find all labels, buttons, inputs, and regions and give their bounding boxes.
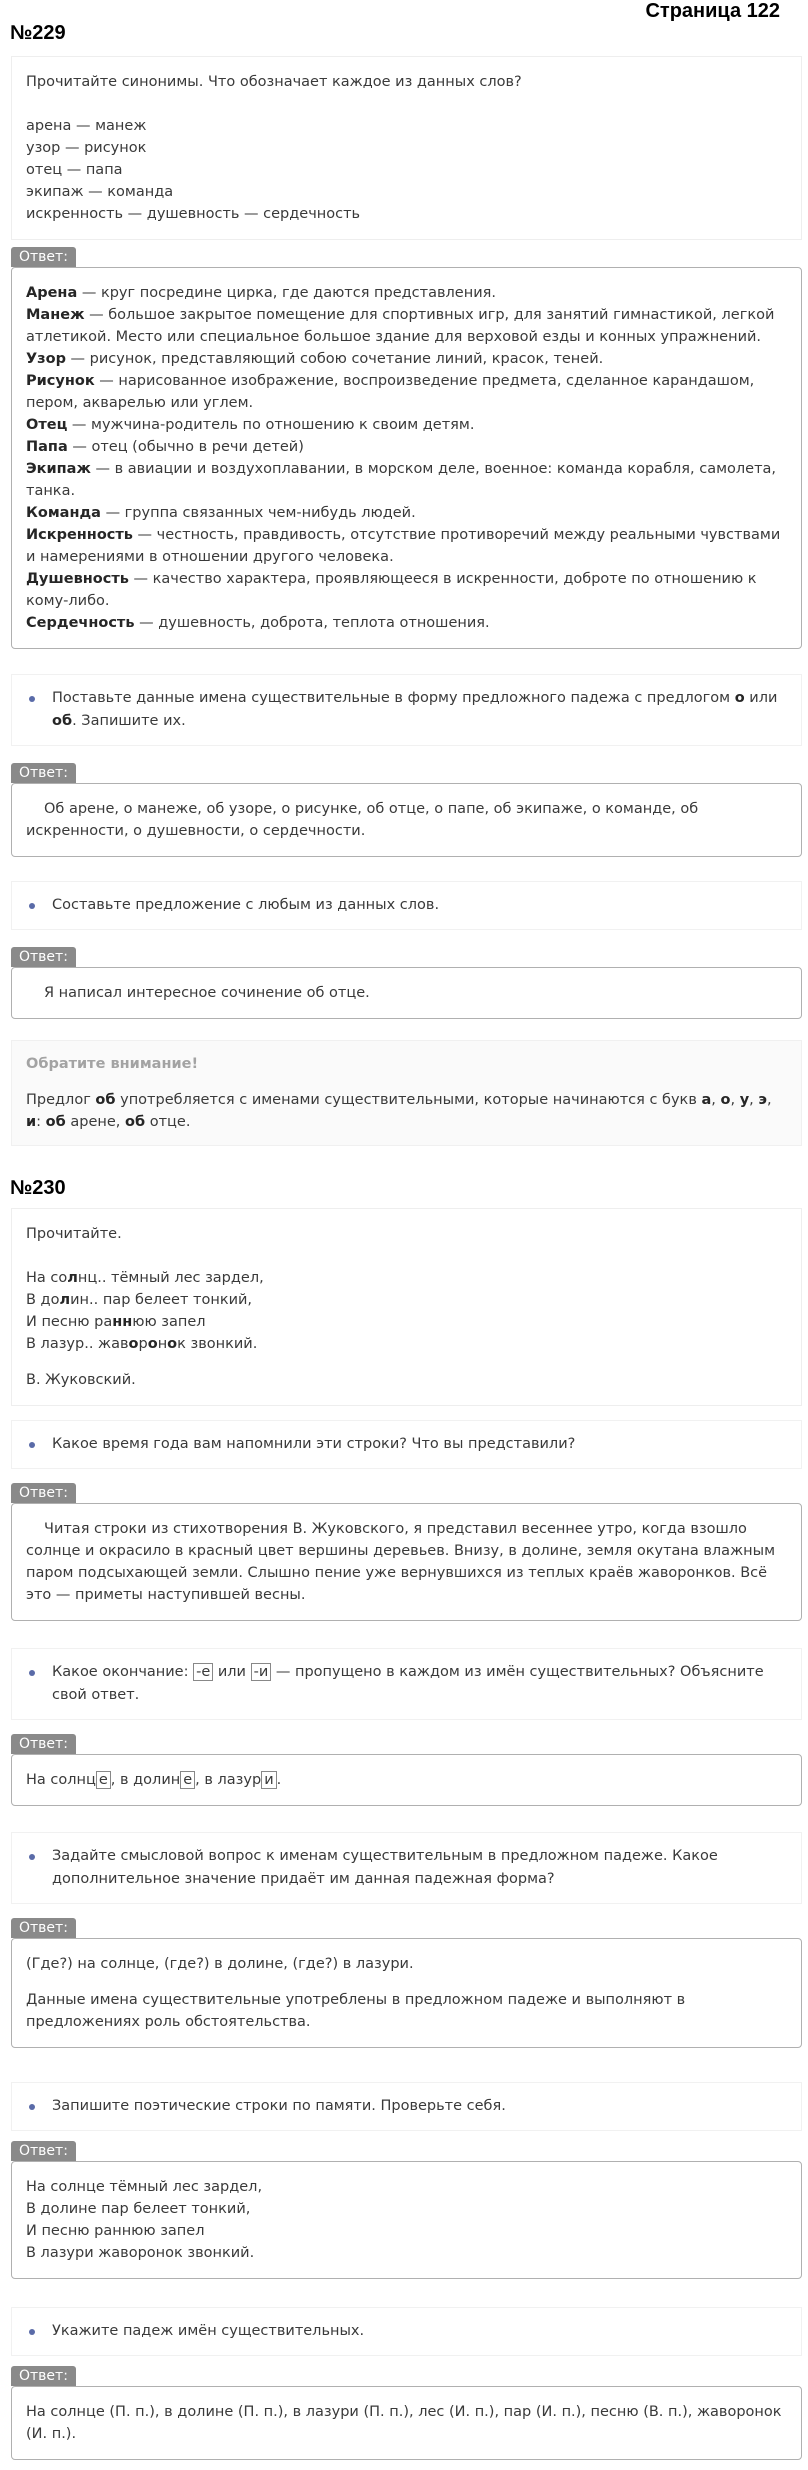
definition: Папа — отец (обычно в речи детей) (26, 439, 304, 455)
poem-line: В лазур.. жаворонок звонкий. (26, 1336, 258, 1352)
poem-line: В долине пар белеет тонкий, (26, 2201, 251, 2217)
answer-box (11, 2386, 802, 2460)
synonym-line: арена — манеж (26, 118, 147, 134)
definition: Искренность — честность, правдивость, отсутствие противоречий между реальными чувствами и намерениями в отношении другого человека. (26, 527, 781, 565)
answer-label: Ответ: (11, 247, 76, 267)
answer-text: Я написал интересное сочинение об отце. (44, 985, 370, 1001)
poem-line: И песню раннюю запел (26, 2223, 205, 2239)
exercise-number-229: №229 (10, 22, 66, 44)
synonym-line: искренность — душевность — сердечность (26, 206, 361, 222)
definition: Команда — группа связанных чем-нибудь людей. (26, 505, 416, 521)
synonym-line: узор — рисунок (26, 140, 147, 156)
answer-text: Читая строки из стихотворения В. Жуковского, я представил весеннее утро, когда взошло солнце и окрасило в красный цвет вершины деревьев. Внизу, в долине, земля окутана влажным паром подсыхающей земли. Слышно пение уже вернувшихся из теплых краёв жаворонков. Всё это — приметы наступившей весны. (26, 1521, 776, 1603)
task-question: Составьте предложение с любым из данных слов. (11, 881, 802, 930)
definition: Узор — рисунок, представляющий собою сочетание линий, красок, теней. (26, 351, 604, 367)
answer-text: На солнц е , в долин е , в лазур и . (26, 1772, 282, 1788)
page-number: Страница 122 (645, 0, 780, 22)
definition: Экипаж — в авиации и воздухоплавании, в морском деле, военное: команда корабля, самолета, танка. (26, 461, 777, 499)
answer-box (11, 2161, 802, 2279)
answer-text: Об арене, о манеже, об узоре, о рисунке, об отце, о папе, об экипаже, о команде, об искренности, о душевности, о сердечности. (26, 801, 699, 839)
answer-box (11, 1754, 802, 1806)
task-instruction: Прочитайте. (26, 1226, 122, 1242)
note-title: Обратите внимание! (26, 1056, 199, 1072)
definition: Сердечность — душевность, доброта, теплота отношения. (26, 615, 490, 631)
answer-label: Ответ: (11, 1918, 76, 1938)
answer-label: Ответ: (11, 763, 76, 783)
answer-label: Ответ: (11, 947, 76, 967)
synonym-line: отец — папа (26, 162, 123, 178)
ending-box: е (180, 1771, 195, 1789)
ending-box: -и (251, 1663, 272, 1681)
task-question: Запишите поэтические строки по памяти. Проверьте себя. (11, 2082, 802, 2131)
definition: Арена — круг посредине цирка, где даются представления. (26, 285, 496, 301)
task-question: Задайте смысловой вопрос к именам существительным в предложном падеже. Какое дополнительное значение придаёт им данная падежная форма? (11, 1832, 802, 1904)
poem-line: И песню раннюю запел (26, 1314, 206, 1330)
answer-box (11, 783, 802, 857)
answer-label: Ответ: (11, 1734, 76, 1754)
task-229 (11, 56, 802, 240)
task-question: Какое время года вам напомнили эти строки? Что вы представили? (11, 1420, 802, 1469)
poem-line: На солнце тёмный лес зардел, (26, 2179, 263, 2195)
answer-label: Ответ: (11, 2366, 76, 2386)
ending-box: е (96, 1771, 111, 1789)
poem-line: В лазури жаворонок звонкий. (26, 2245, 255, 2261)
answer-text: (Где?) на солнце, (где?) в долине, (где?) в лазури. (26, 1956, 414, 1972)
definition: Рисунок — нарисованное изображение, воспроизведение предмета, сделанное карандашом, пером, акварелью или углем. (26, 373, 755, 411)
task-question: Укажите падеж имён существительных. (11, 2307, 802, 2356)
answer-box (11, 1938, 802, 2048)
answer-box (11, 1503, 802, 1621)
synonym-line: экипаж — команда (26, 184, 174, 200)
task-question: Какое окончание: -е или -и — пропущено в каждом из имён существительных? Объясните свой ответ. (11, 1648, 802, 1720)
ending-box: и (261, 1771, 276, 1789)
definition: Душевность — качество характера, проявляющееся в искренности, доброте по отношению к кому-либо. (26, 571, 757, 609)
poem-line: На солнц.. тёмный лес зардел, (26, 1270, 264, 1286)
task-instruction: Прочитайте синонимы. Что обозначает каждое из данных слов? (26, 74, 522, 90)
definition: Манеж — большое закрытое помещение для спортивных игр, для занятий гимнастикой, легкой атлетикой. Место или специальное большое здание для верховой езды и конных упражнений. (26, 307, 775, 345)
answer-box (11, 967, 802, 1019)
poem-line: В долин.. пар белеет тонкий, (26, 1292, 253, 1308)
definition: Отец — мужчина-родитель по отношению к своим детям. (26, 417, 475, 433)
answer-text: Данные имена существительные употреблены в предложном падеже и выполняют в предложениях роль обстоятельства. (26, 1992, 686, 2030)
answer-label: Ответ: (11, 2141, 76, 2161)
answer-definitions (11, 267, 802, 649)
task-230 (11, 1208, 802, 1406)
answer-label: Ответ: (11, 1483, 76, 1503)
answer-text: На солнце (П. п.), в долине (П. п.), в лазури (П. п.), лес (И. п.), пар (И. п.), песню (В. п.), жаворонок (И. п.). (26, 2404, 782, 2442)
note-text: Предлог об употребляется с именами существительными, которые начинаются с букв а, о, у, э, и: об арене, об отце. (26, 1092, 772, 1130)
exercise-number-230: №230 (10, 1177, 66, 1199)
poem-author: В. Жуковский. (26, 1372, 136, 1388)
ending-box: -е (193, 1663, 213, 1681)
attention-note (11, 1040, 802, 1146)
task-question: Поставьте данные имена существительные в форму предложного падежа с предлогом о или об. Запишите их. (11, 674, 802, 746)
